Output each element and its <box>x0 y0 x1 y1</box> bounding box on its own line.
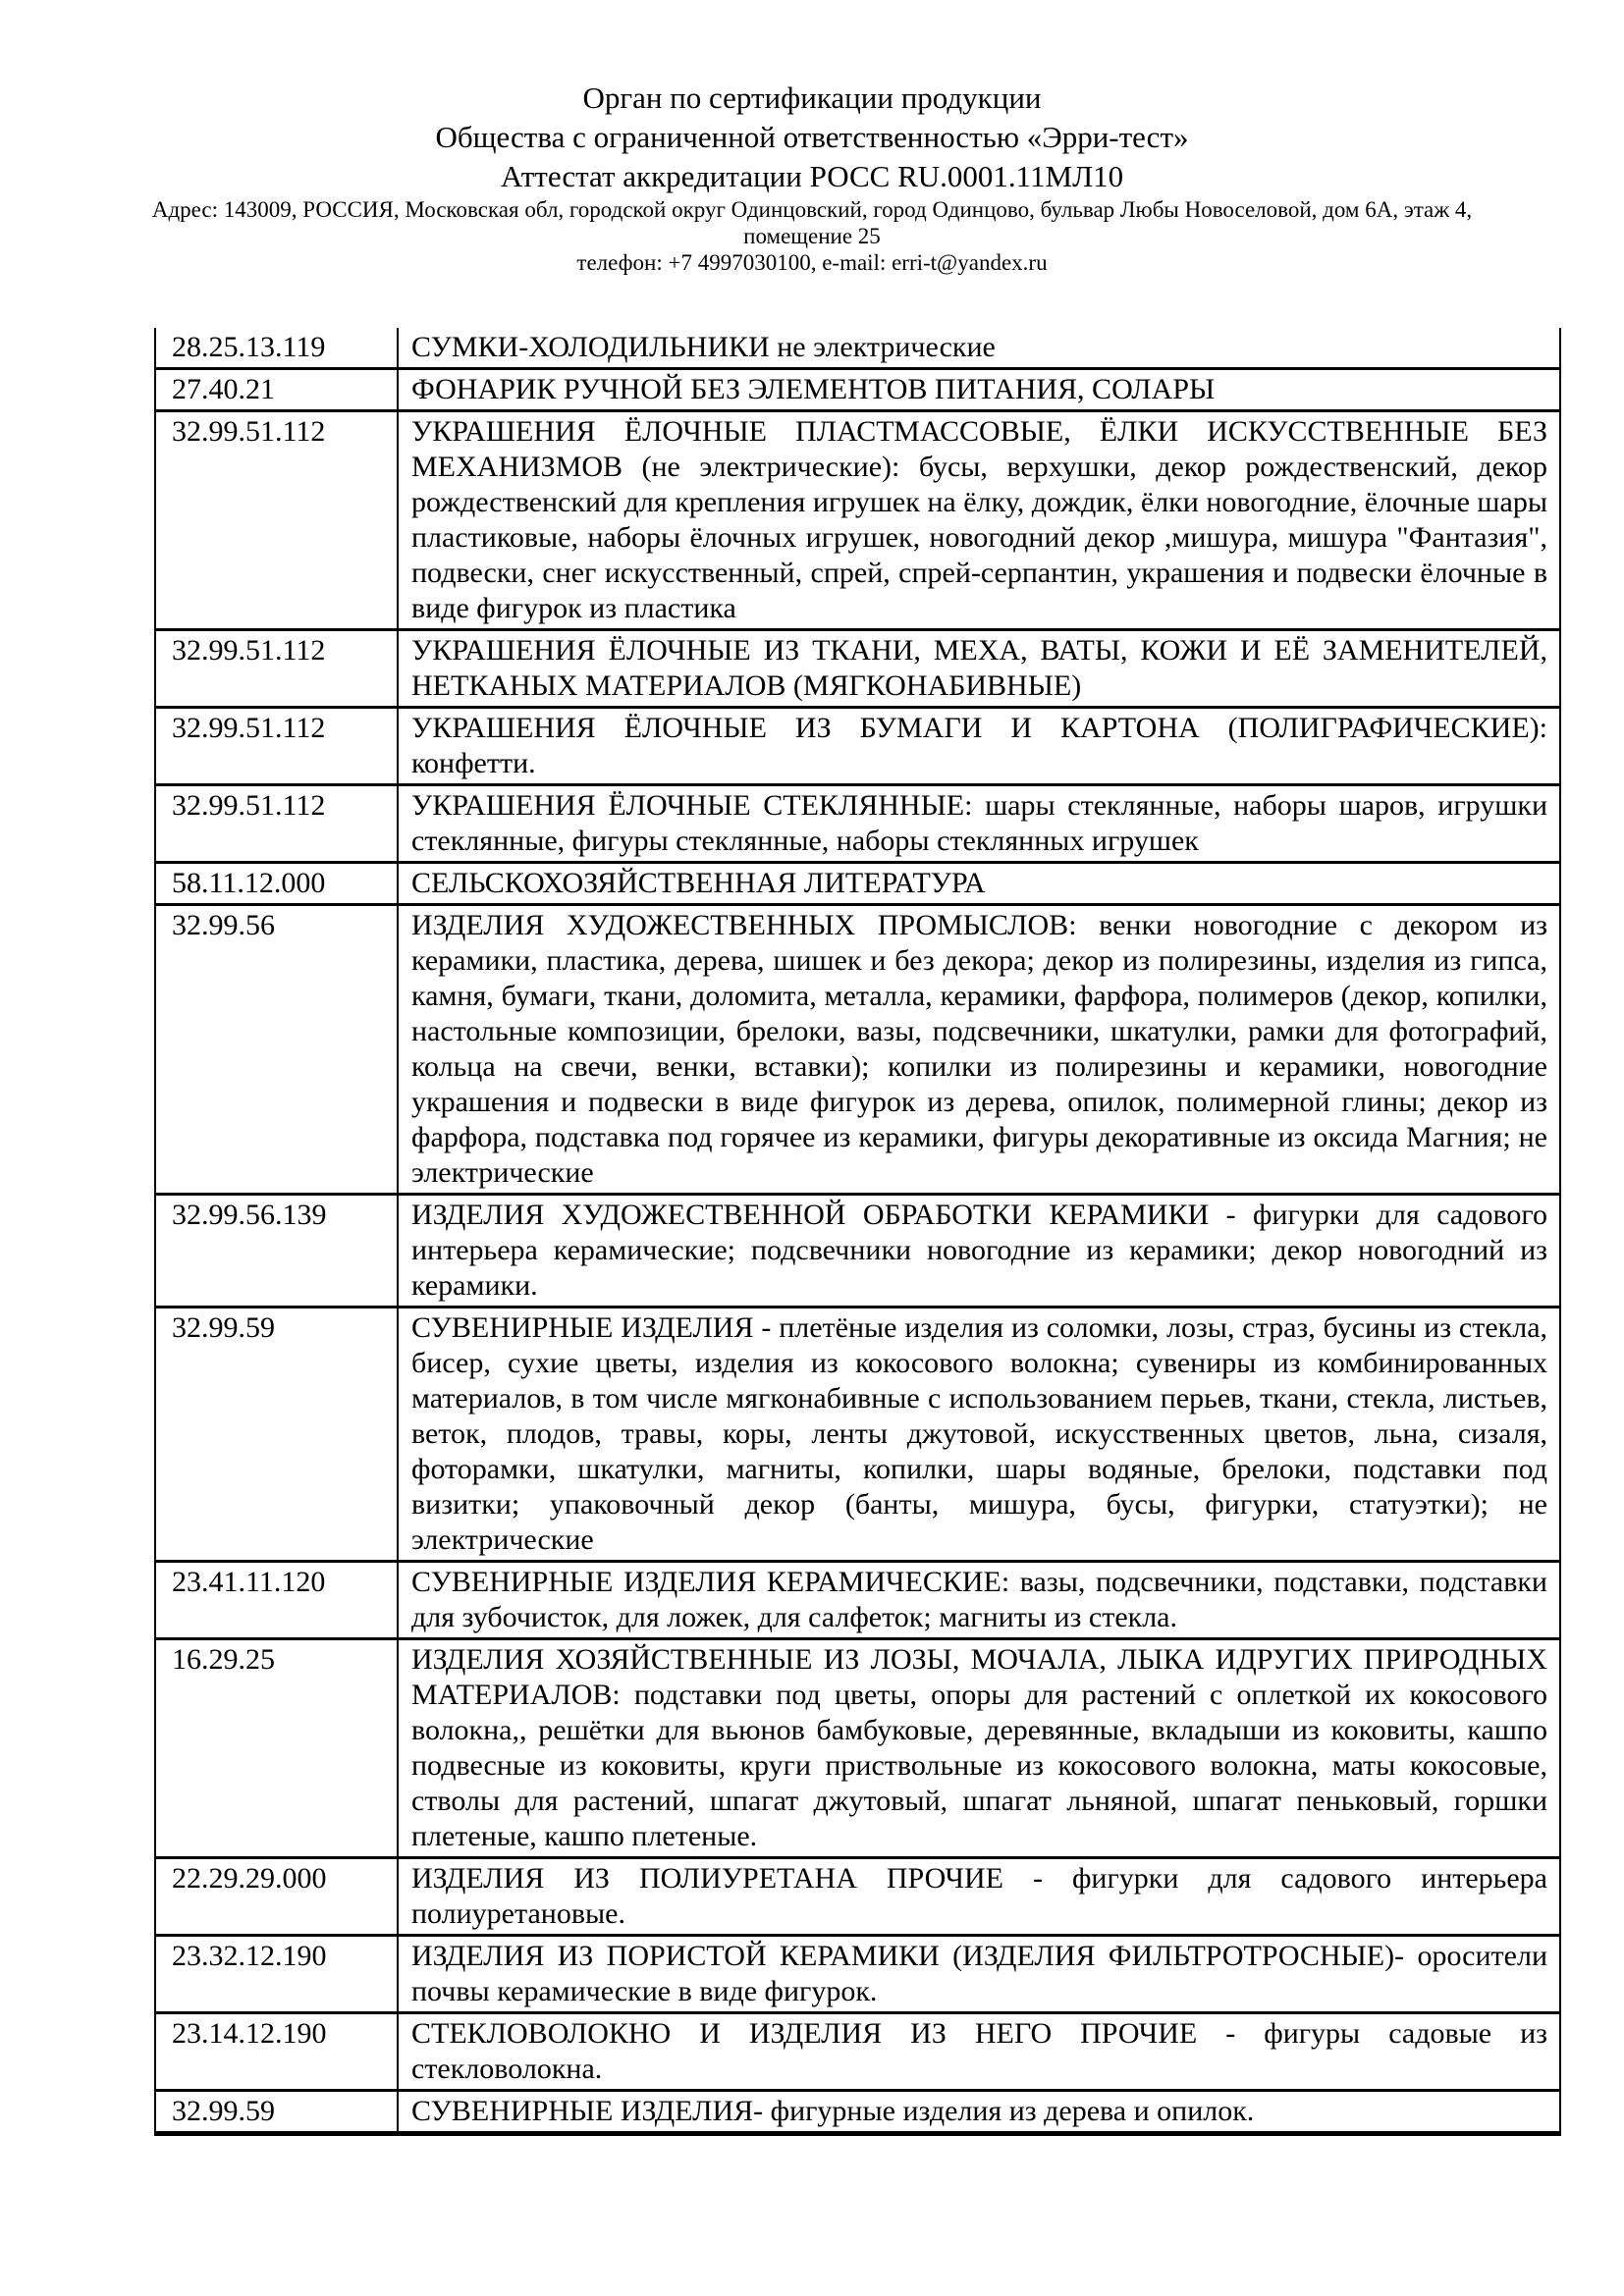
product-code-cell: 32.99.51.112 <box>155 708 398 785</box>
header-accreditation-line: Аттестат аккредитации РОСС RU.0001.11МЛ10 <box>500 159 1124 193</box>
product-description-cell <box>398 785 1560 863</box>
product-name-text: УКРАШЕНИЯ ЁЛОЧНЫЕ СТЕКЛЯННЫЕ: <box>411 789 973 822</box>
table-row <box>155 1308 1560 1562</box>
product-name-text: ИЗДЕЛИЯ ИЗ ПОРИСТОЙ КЕРАМИКИ (ИЗДЕЛИЯ ФИЛЬТРОТРОСНЫЕ)- <box>411 1940 1405 1972</box>
product-description-cell <box>398 708 1560 785</box>
table-row <box>155 1858 1560 1936</box>
table-row <box>155 1936 1560 2013</box>
product-description-cell <box>398 1562 1560 1639</box>
product-code-cell: 28.25.13.119 <box>155 328 398 369</box>
header-address-line1: Адрес: 143009, РОССИЯ, Московская обл, городской округ Одинцовский, город Одинцово, бульвар Любы Новоселовой, дом 6А, этаж 4, <box>151 197 1473 222</box>
product-details-text: конфетти. <box>411 747 536 779</box>
product-code-cell: 32.99.59 <box>155 2091 398 2134</box>
product-details-text: венки новогодние с декором из керамики, пластика, дерева, шишек и без декора; декор из полирезины, изделия из гипса, камня, бумаги, ткани, доломита, металла, керамики, фарфора, полимеров (декор, копилки, настольные композиции, брелоки, вазы, подсвечники, шкатулки, рамки для фотографий, кольца на свечи, венки, вставки); копилки из полирезины и керамики, новогодние украшения и подвески в виде фигурок из дерева, опилок, полимерной глины; декор из фарфора, подставка под горячее из керамики, фигуры декоративные из оксида Магния; не электрические <box>411 909 1547 1189</box>
product-code-cell: 32.99.56 <box>155 905 398 1195</box>
product-details-text: фигуры садовые из стекловолокна. <box>411 2017 1548 2085</box>
table-row <box>155 1195 1560 1308</box>
document-header <box>105 79 1519 276</box>
product-details-text: не электрические <box>777 331 996 363</box>
header-contact-line: телефон: +7 4997030100, e-mail: erri-t@yandex.ru <box>576 250 1048 275</box>
table-row <box>155 630 1560 708</box>
product-details-text: фигурки для садового интерьера керамические; подсвечники новогодние из керамики; декор новогодний из керамики. <box>411 1199 1547 1302</box>
product-name-text: СУВЕНИРНЫЕ ИЗДЕЛИЯ КЕРАМИЧЕСКИЕ: <box>411 1566 1010 1598</box>
table-row <box>155 2091 1560 2134</box>
product-description-cell <box>398 863 1560 905</box>
table-row <box>155 328 1560 369</box>
product-code-cell: 32.99.51.112 <box>155 785 398 863</box>
product-description-cell <box>398 369 1560 411</box>
product-name-text: СУВЕНИРНЫЕ ИЗДЕЛИЯ- <box>411 2095 764 2127</box>
product-description-cell <box>398 1936 1560 2013</box>
product-code-cell: 23.32.12.190 <box>155 1936 398 2013</box>
product-description-cell <box>398 1308 1560 1562</box>
product-code-cell: 23.41.11.120 <box>155 1562 398 1639</box>
table-row <box>155 1639 1560 1858</box>
table-row <box>155 2013 1560 2091</box>
product-name-text: ИЗДЕЛИЯ ХОЗЯЙСТВЕННЫЕ ИЗ ЛОЗЫ, МОЧАЛА, ЛЫКА ИДРУГИХ ПРИРОДНЫХ МАТЕРИАЛОВ: <box>411 1643 1547 1711</box>
header-address-line2: помещение 25 <box>743 224 881 248</box>
table-row <box>155 369 1560 411</box>
table-row <box>155 863 1560 905</box>
product-description-cell <box>398 1858 1560 1936</box>
product-name-text: СЕЛЬСКОХОЗЯЙСТВЕННАЯ ЛИТЕРАТУРА <box>411 867 986 899</box>
product-description-cell <box>398 328 1560 369</box>
table-row <box>155 785 1560 863</box>
product-code-cell: 27.40.21 <box>155 369 398 411</box>
header-org-line2: Общества с ограниченной ответственностью «Эрри-тест» <box>435 120 1189 154</box>
product-name-text: СУМКИ-ХОЛОДИЛЬНИКИ <box>411 331 770 363</box>
product-details-text: фигурные изделия из дерева и опилок. <box>770 2095 1255 2127</box>
product-code-cell: 23.14.12.190 <box>155 2013 398 2091</box>
product-name-text: ИЗДЕЛИЯ ХУДОЖЕСТВЕННЫХ ПРОМЫСЛОВ: <box>411 909 1077 941</box>
table-row <box>155 708 1560 785</box>
product-details-text: шары стеклянные, наборы шаров, игрушки стеклянные, фигуры стеклянные, наборы стеклянных игрушек <box>411 789 1547 857</box>
product-name-text: ФОНАРИК РУЧНОЙ БЕЗ ЭЛЕМЕНТОВ ПИТАНИЯ, СОЛАРЫ <box>411 373 1216 405</box>
product-name-text: УКРАШЕНИЯ ЁЛОЧНЫЕ ИЗ ТКАНИ, МЕХА, ВАТЫ, КОЖИ И ЕЁ ЗАМЕНИТЕЛЕЙ, НЕТКАНЫХ МАТЕРИАЛОВ (МЯГКОНАБИВНЫЕ) <box>411 634 1547 702</box>
product-details-text: (не электрические): бусы, верхушки, декор рождественский, декор рождественский для крепления игрушек на ёлку, дождик, ёлки новогодние, ёлочные шары пластиковые, наборы ёлочных игрушек, новогодний декор ,мишура, мишура "Фантазия", подвески, снег искусственный, спрей, спрей-серпантин, украшения и подвески ёлочные в виде фигурок из пластика <box>411 451 1547 624</box>
product-code-cell: 32.99.56.139 <box>155 1195 398 1308</box>
product-description-cell <box>398 1639 1560 1858</box>
table-row <box>155 1562 1560 1639</box>
product-code-cell: 58.11.12.000 <box>155 863 398 905</box>
product-code-cell: 32.99.51.112 <box>155 411 398 630</box>
product-details-text: фигурки для садового интерьера полиуретановые. <box>411 1862 1547 1930</box>
product-description-cell <box>398 630 1560 708</box>
product-name-text: УКРАШЕНИЯ ЁЛОЧНЫЕ ПЛАСТМАССОВЫЕ, ЁЛКИ ИСКУССТВЕННЫЕ БЕЗ МЕХАНИЗМОВ <box>411 415 1547 483</box>
product-description-cell <box>398 411 1560 630</box>
product-name-text: СУВЕНИРНЫЕ ИЗДЕЛИЯ - <box>411 1311 772 1344</box>
product-details-text: оросители почвы керамические в виде фигурок. <box>411 1940 1548 2007</box>
product-details-text: подставки под цветы, опоры для растений с оплеткой их кокосового волокна,, решётки для вьюнов бамбуковые, деревянные, вкладыши из коковиты, кашпо подвесные из коковиты, круги приствольные из кокосового волокна, маты кокосовые, стволы для растений, шпагат джутовый, шпагат льняной, шпагат пеньковый, горшки плетеные, кашпо плетеные. <box>411 1679 1547 1852</box>
table-row <box>155 411 1560 630</box>
product-code-cell: 22.29.29.000 <box>155 1858 398 1936</box>
product-name-text: ИЗДЕЛИЯ ХУДОЖЕСТВЕННОЙ ОБРАБОТКИ КЕРАМИКИ - <box>411 1199 1236 1231</box>
product-code-cell: 32.99.51.112 <box>155 630 398 708</box>
product-name-text: УКРАШЕНИЯ ЁЛОЧНЫЕ ИЗ БУМАГИ И КАРТОНА (ПОЛИГРАФИЧЕСКИЕ): <box>411 712 1547 744</box>
product-description-cell <box>398 2091 1560 2134</box>
table-row <box>155 905 1560 1195</box>
product-details-text: плетёные изделия из соломки, лозы, страз, бусины из стекла, бисер, сухие цветы, изделия из кокосового волокна; сувениры из комбинированных материалов, в том числе мягконабивные с использованием перьев, ткани, стекла, листьев, веток, плодов, травы, коры, ленты джутовой, искусственных цветов, льна, сизаля, фоторамки, шкатулки, магниты, копилки, шары водяные, брелоки, подставки под визитки; упаковочный декор (банты, мишура, бусы, фигурки, статуэтки); не электрические <box>411 1311 1548 1556</box>
product-codes-table <box>154 328 1561 2136</box>
product-name-text: ИЗДЕЛИЯ ИЗ ПОЛИУРЕТАНА ПРОЧИЕ - <box>411 1862 1043 1895</box>
product-table-body <box>155 328 1560 2134</box>
product-description-cell <box>398 2013 1560 2091</box>
product-code-cell: 16.29.25 <box>155 1639 398 1858</box>
product-details-text: вазы, подсвечники, подставки, подставки для зубочисток, для ложек, для салфеток; магниты из стекла. <box>411 1566 1547 1633</box>
product-description-cell <box>398 905 1560 1195</box>
product-name-text: СТЕКЛОВОЛОКНО И ИЗДЕЛИЯ ИЗ НЕГО ПРОЧИЕ - <box>411 2017 1236 2050</box>
product-description-cell <box>398 1195 1560 1308</box>
product-code-cell: 32.99.59 <box>155 1308 398 1562</box>
header-org-line1: Орган по сертификации продукции <box>582 80 1042 115</box>
